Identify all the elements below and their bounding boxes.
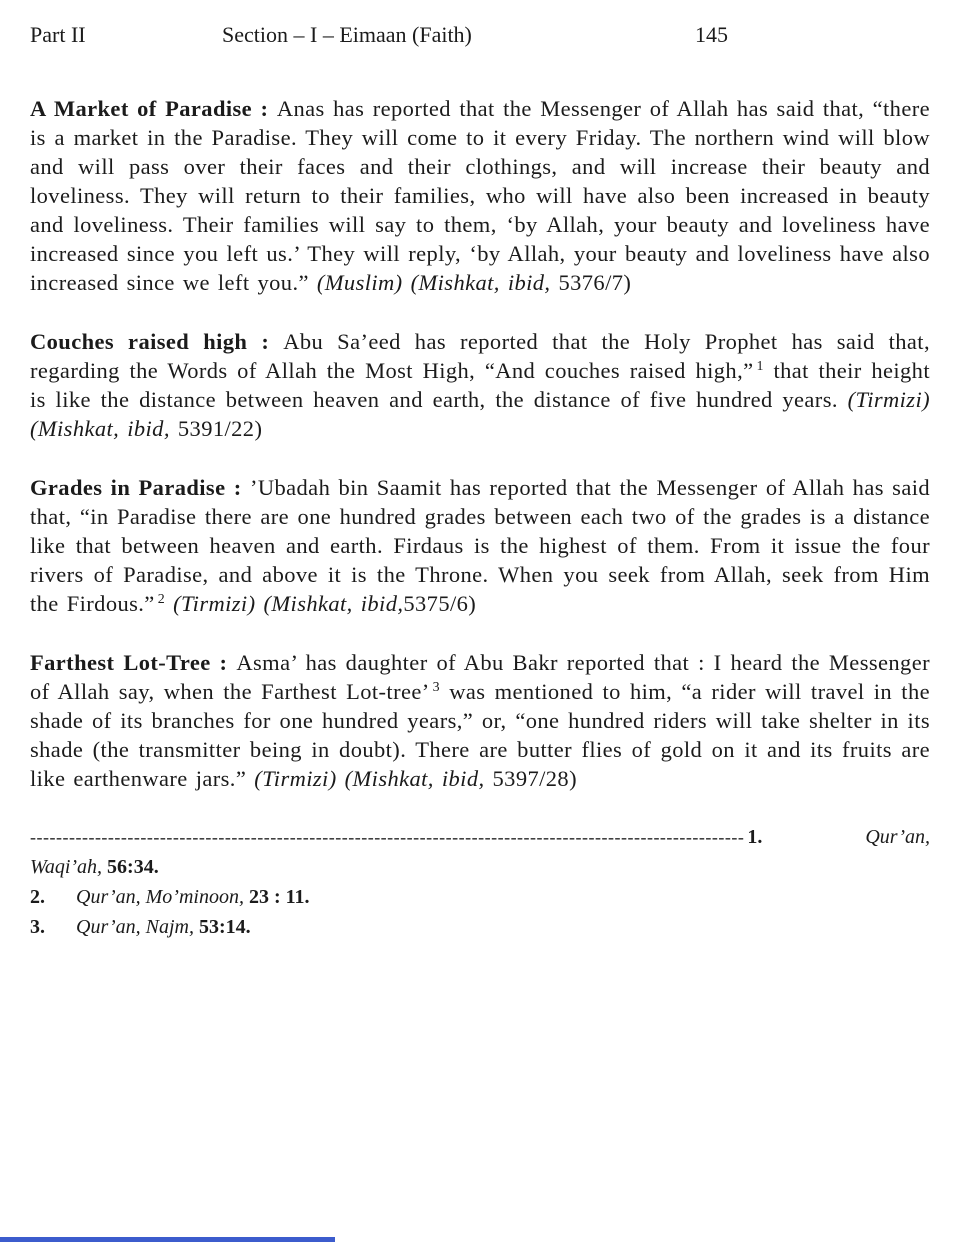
footnotes-section xyxy=(30,823,930,941)
paragraph-couches-raised-high xyxy=(30,327,930,443)
footnote-reference-superscript: 2 xyxy=(157,591,166,607)
text-segment: 5376/7) xyxy=(558,270,632,295)
separator-dashes: -------------------------------------------------------------------------------------------------------------- xyxy=(30,827,745,847)
paragraph-a-market-of-paradise xyxy=(30,94,930,297)
text-segment: Grades in Paradise : xyxy=(30,475,250,500)
text-segment: 5391/22) xyxy=(177,416,263,441)
text-segment: (Muslim) (Mishkat, ibid, xyxy=(316,270,559,295)
text-segment: 5375/6) xyxy=(403,591,477,616)
footnote-list xyxy=(30,883,930,941)
footnote-1-continuation xyxy=(30,853,930,881)
paragraph-grades-in-paradise xyxy=(30,473,930,618)
text-segment: Anas has reported that the Messenger of Allah has said that, “there is a market in the Paradise. They will come to it every Friday. The northern wind will blow and will pass over their faces and their clothings, and will increase their beauty and loveliness. They will return to their families, who will have also been increased in beauty and loveliness. Their families will say to them, ‘by Allah, your beauty and loveliness have increased since you left us.’ They will reply, ‘by Allah, your beauty and loveliness have also increased since we left you.” xyxy=(30,96,930,295)
header-section-title: Section – I – Eimaan (Faith) xyxy=(222,22,472,47)
text-segment: 5397/28) xyxy=(492,766,577,791)
text-segment: ’Ubadah bin Saamit has reported that the Messenger of Allah has said that, “in Paradise there are one hundred grades between each two of the grades is a distance like that between heaven and earth. Firdaus is the highest of them. From it issue the four rivers of Paradise, and above it is the Throne. When you seek from Allah, seek from Him the Firdous.” xyxy=(30,475,931,616)
footnote-text xyxy=(76,883,310,911)
text-segment: Waqi’ah, xyxy=(30,856,108,878)
footnote-text xyxy=(76,913,251,941)
paragraph-farthest-lot-tree xyxy=(30,648,930,793)
footnote-marker: 3. xyxy=(30,916,45,938)
text-segment: (Tirmizi) (Mishkat, ibid, xyxy=(30,387,930,441)
text-segment: Abu Sa’eed has reported that the Holy Prophet has said that, regarding the Words of Allah the Most High, “And couches raised high,” xyxy=(30,329,930,383)
footnote-1-marker: 1. xyxy=(747,826,763,848)
text-segment: was mentioned to him, “a rider will travel in the shade of its branches for one hundred years,” or, “one hundred riders will take shelter in its shade (the transmitter being in doubt). There are butter flies of gold on it and its fruits are like earthenware jars.” xyxy=(30,679,930,791)
text-segment: 53:14. xyxy=(198,916,251,938)
text-segment: Qur’an, Najm, xyxy=(76,916,199,938)
page-header xyxy=(30,22,930,54)
text-segment: Qur’an, Mo’minoon, xyxy=(76,886,249,908)
footnote-reference-superscript: 3 xyxy=(432,679,441,695)
text-segment: Asma’ has daughter of Abu Bakr reported that : I heard the Messenger of Allah say, when the Farthest Lot-tree’ xyxy=(30,650,930,704)
text-segment: 56:34. xyxy=(107,856,159,878)
footnote-2 xyxy=(30,883,930,911)
footnote-3 xyxy=(30,913,930,941)
text-segment: Farthest Lot-Tree : xyxy=(30,650,237,675)
text-segment: (Tirmizi) (Mishkat, ibid, xyxy=(254,766,493,791)
header-part-label: Part II xyxy=(30,22,86,47)
text-segment xyxy=(165,591,173,616)
body-paragraphs xyxy=(30,94,930,793)
header-page-number: 145 xyxy=(695,22,728,47)
text-segment: (Tirmizi) (Mishkat, ibid, xyxy=(173,591,404,616)
text-segment: that their height is like the distance between heaven and earth, the distance of five hundred years. xyxy=(30,358,930,412)
footnote-separator-row xyxy=(30,823,930,851)
footnote-1-source: Qur’an, xyxy=(865,826,930,848)
bottom-blue-bar xyxy=(0,1237,335,1242)
text-segment: A Market of Paradise : xyxy=(30,96,277,121)
footnote-separator-and-marker xyxy=(30,823,762,851)
text-segment: Couches raised high : xyxy=(30,329,284,354)
text-segment: 23 : 11. xyxy=(248,886,310,908)
footnote-reference-superscript: 1 xyxy=(756,358,764,374)
footnote-marker: 2. xyxy=(30,886,45,908)
